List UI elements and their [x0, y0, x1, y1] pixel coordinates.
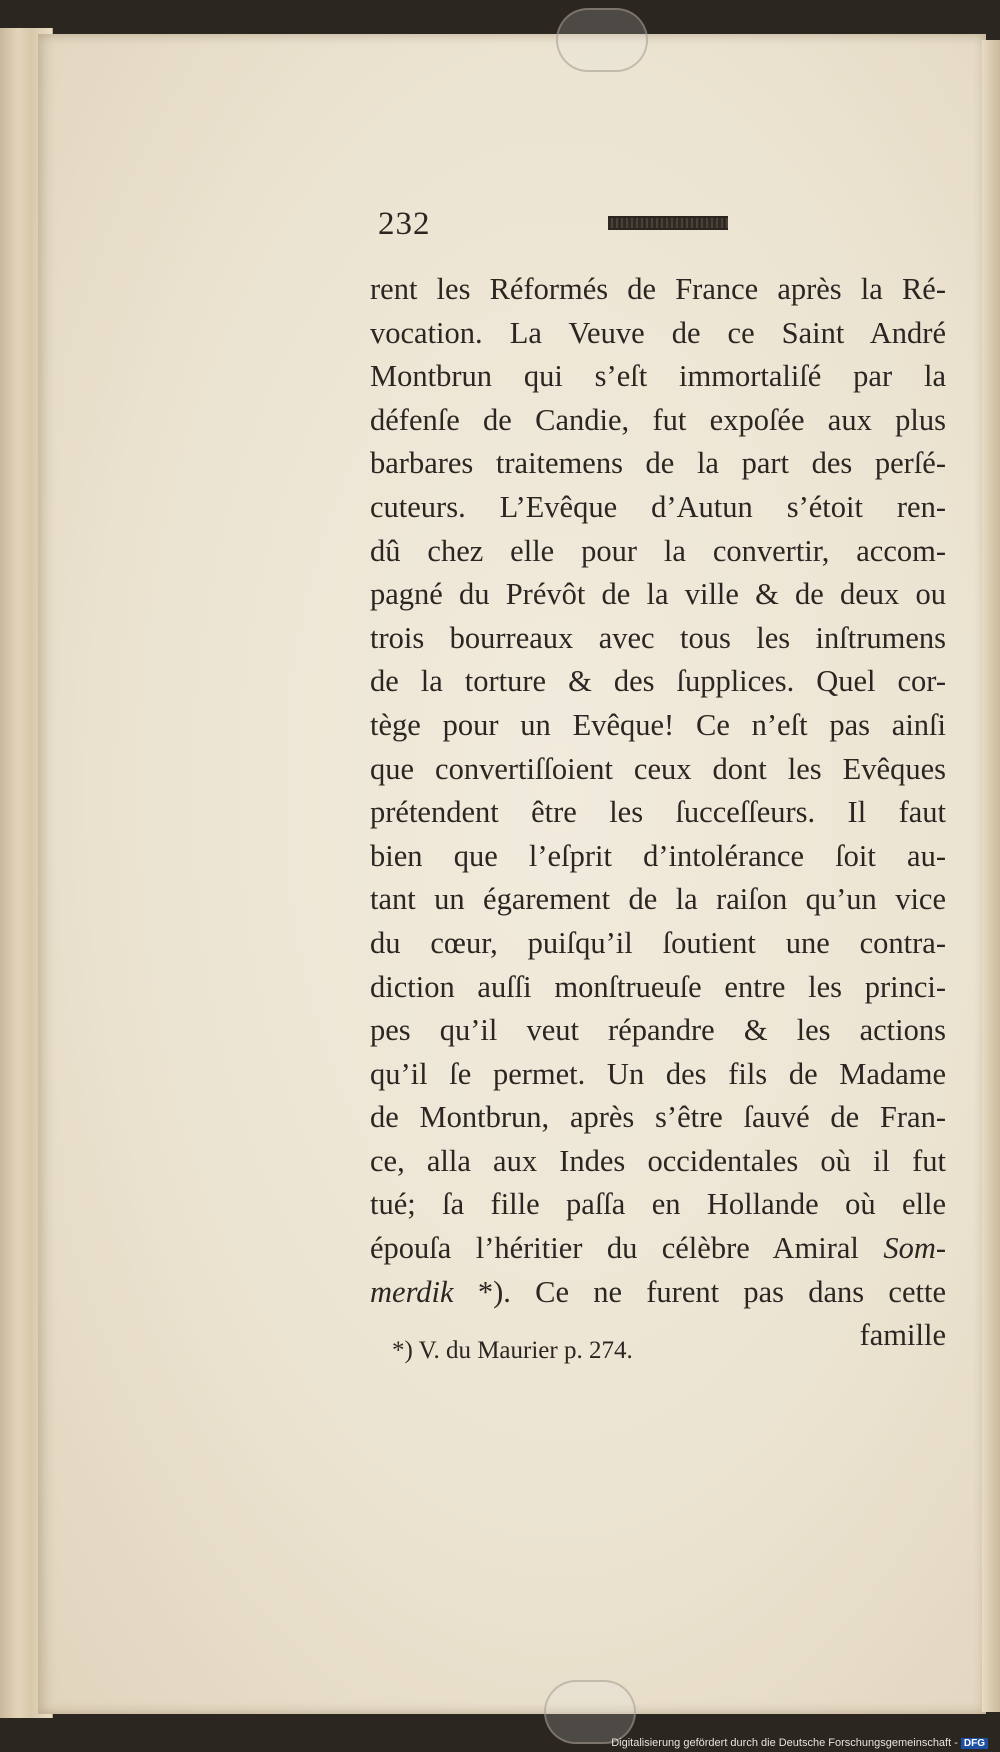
text-line: dû chez elle pour la convertir, accom- — [370, 533, 946, 568]
text-line: du cœur, puiſqu’il ſoutient une contra- — [370, 925, 946, 960]
text-line: rent les Réformés de France après la Ré- — [370, 272, 946, 306]
text-segment: *). Ce ne furent pas dans cette — [453, 1274, 946, 1309]
header-ornament-rule — [608, 216, 728, 230]
text-line: diction auſſi monſtrueuſe entre les princi- — [370, 969, 946, 1004]
text-line: Montbrun qui s’eſt immortaliſé par la — [370, 359, 946, 394]
text-line: barbares traitemens de la part des perſé- — [370, 446, 946, 481]
text-line: tant un égarement de la raiſon qu’un vice — [370, 882, 946, 917]
page-right-edge — [982, 40, 1000, 1712]
text-line: pagné du Prévôt de la ville & de deux ou — [370, 577, 946, 612]
top-clip — [556, 8, 648, 72]
text-line: défenſe de Candie, fut expoſée aux plus — [370, 402, 946, 437]
text-line: ce, alla aux Indes occidentales où il fut — [370, 1143, 946, 1178]
body-text — [370, 268, 946, 1358]
text-line: que convertiſſoient ceux dont les Evêques — [370, 751, 946, 786]
bottom-clip — [544, 1680, 636, 1744]
italic-name: merdik — [370, 1274, 454, 1309]
footnote: *) V. du Maurier p. 274. — [392, 1337, 633, 1364]
text-line: prétendent être les ſucceſſeurs. Il faut — [370, 795, 946, 830]
text-segment: épouſa l’héritier du célèbre Amiral — [370, 1231, 859, 1266]
text-line: vocation. La Veuve de ce Saint André — [370, 315, 946, 350]
page-header — [378, 190, 948, 250]
text-line: trois bourreaux avec tous les inſtrumens — [370, 620, 946, 655]
text-line: pes qu’il veut répandre & les actions — [370, 1013, 946, 1048]
text-line: de la torture & des ſupplices. Quel cor- — [370, 664, 946, 699]
text-line-sommerdik-2 — [370, 1271, 946, 1315]
text-line: de Montbrun, après s’être ſauvé de Fran- — [370, 1100, 946, 1135]
dfg-logo: DFG — [961, 1738, 988, 1749]
text-line: tège pour un Evêque! Ce n’eſt pas ainſi — [370, 707, 946, 742]
digitization-credit — [611, 1737, 988, 1749]
text-line: cuteurs. L’Evêque d’Autun s’étoit ren- — [370, 489, 946, 524]
italic-name: Som- — [883, 1231, 946, 1266]
catchword: famille — [859, 1318, 946, 1353]
page-number: 232 — [378, 206, 431, 242]
text-line-sommerdik-1 — [370, 1227, 946, 1271]
text-line: qu’il ſe permet. Un des fils de Madame — [370, 1056, 946, 1091]
credit-text: Digitalisierung gefördert durch die Deutsche Forschungsgemeinschaft - — [611, 1737, 958, 1749]
text-line: bien que l’eſprit d’intolérance ſoit au- — [370, 838, 946, 873]
text-line: tué; ſa fille paſſa en Hollande où elle — [370, 1187, 946, 1222]
